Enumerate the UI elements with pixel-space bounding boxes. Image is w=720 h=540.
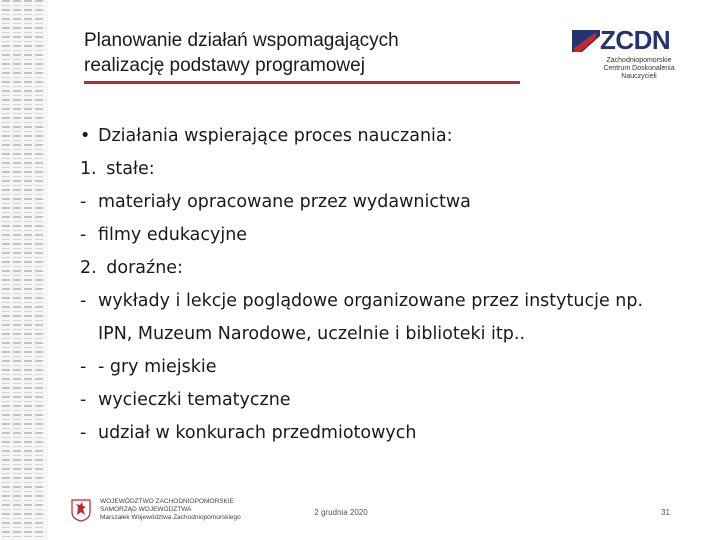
footer-org-line-3: Marszałek Województwa Zachodniopomorskiego [100,514,241,521]
list-marker: 2. [80,258,97,278]
slide-title-line-1: Planowanie działań wspomagających [84,30,399,51]
list-marker: - [80,225,87,245]
logo-wordmark: ZCDN [600,25,671,55]
list-marker: - [80,192,87,212]
footer-org-line-1: WOJEWÓDZTWO ZACHODNIOPOMORSKIE [100,498,234,505]
handwritten-strip-decoration [0,0,48,540]
list-item [80,219,680,252]
list-item-text: filmy edukacyjne [98,225,248,245]
list-item-text: wycieczki tematyczne [98,390,291,410]
list-item-text: materiały opracowane przez wydawnictwa [98,192,471,212]
page-number: 31 [661,508,670,517]
title-underline [84,81,520,84]
list-marker: 1. [80,159,97,179]
list-item [80,384,680,417]
logo-subtitle [594,57,684,81]
logo-subtitle-line-2: Centrum Doskonalenia Nauczycieli [603,65,675,80]
slide-title-line-2: realizację podstawy programowej [84,55,365,76]
list-item [80,285,680,351]
list-marker: • [80,126,91,146]
list-item [80,417,680,450]
logo-subtitle-line-1: Zachodniopomorskie [606,57,672,64]
list-item-text: Działania wspierające proces nauczania: [98,126,453,146]
list-item [80,351,680,384]
list-item-text: udział w konkurach przedmiotowych [98,423,417,443]
list-item-text: - gry miejskie [98,357,217,377]
content-list [80,120,680,450]
list-item [80,120,680,153]
footer-region-logo [70,496,241,526]
list-item [80,186,680,219]
list-item-text: wykłady i lekcje poglądowe organizowane przez instytucje np. IPN, Muzeum Narodowe, uczelnie i biblioteki itp.. [98,291,644,344]
zcdn-logo [572,25,680,80]
footer-org-text [100,498,241,522]
list-marker: - [80,390,87,410]
slide-title [84,28,524,78]
list-item [80,252,680,285]
list-item-text: doraźne: [106,258,183,278]
footer-date: 2 grudnia 2020 [314,508,368,517]
list-marker: - [80,423,87,443]
list-item-text: stałe: [106,159,155,179]
zcdn-mark-icon [572,30,600,52]
griffin-crest-icon [70,498,92,522]
list-item [80,153,680,186]
list-marker: - [80,291,87,311]
list-marker: - [80,357,87,377]
footer-org-line-2: SAMORZĄD WOJEWÓDZTWA [100,506,192,513]
